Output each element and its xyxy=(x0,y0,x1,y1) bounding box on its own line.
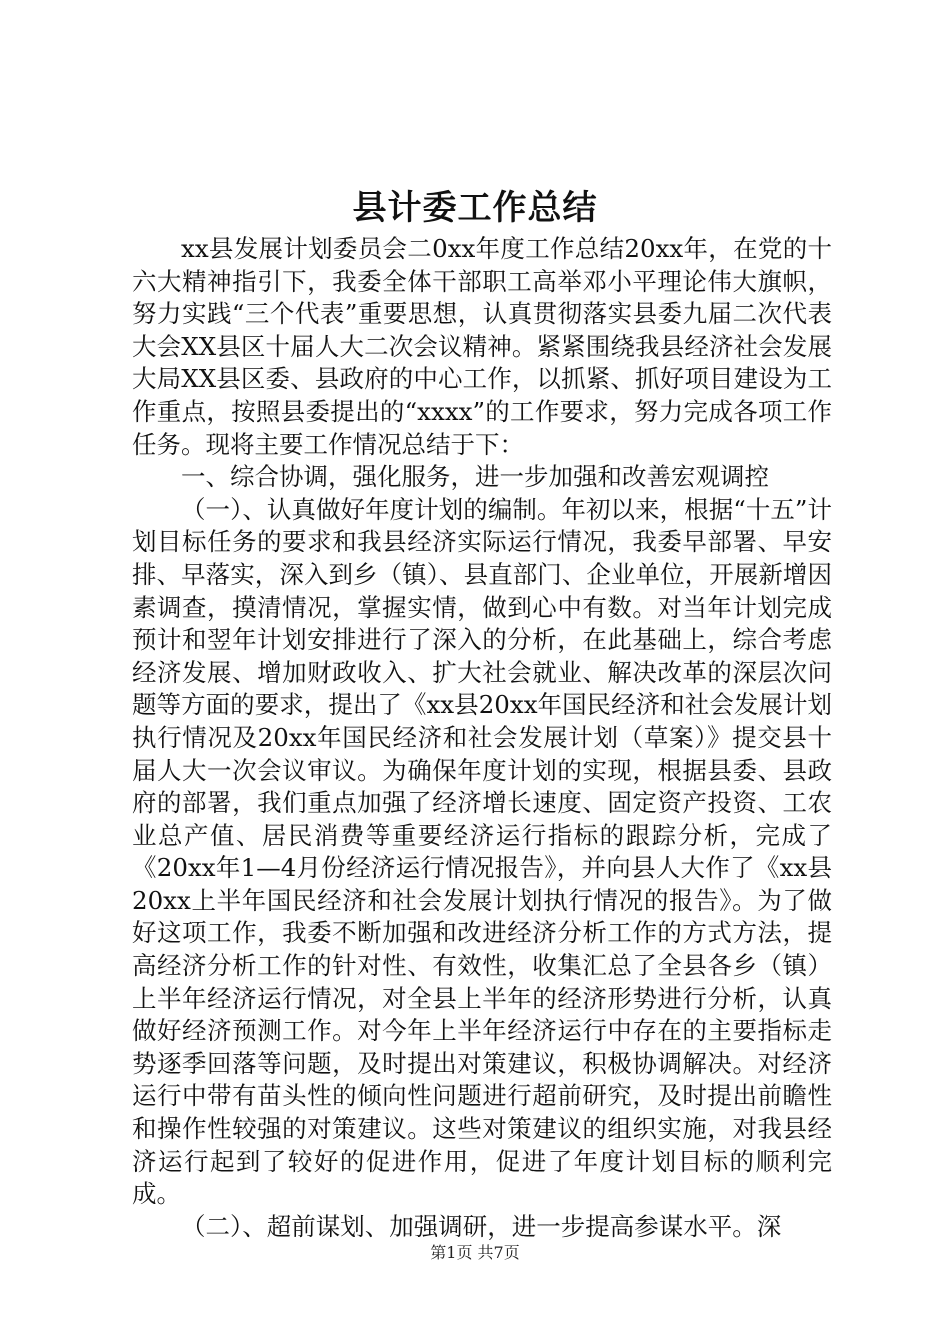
paragraph-subsection-2: （二）、超前谋划、加强调研，进一步提高参谋水平。深 xyxy=(181,1211,782,1241)
page-number-footer: 第1页 共7页 xyxy=(430,1243,520,1262)
document-body xyxy=(132,233,832,1243)
paragraph-intro: xx县发展计划委员会二0xx年度工作总结20xx年，在党的十六大精神指引下，我委全体干部职工高举邓小平理论伟大旗帜，努力实践“三个代表”重要思想，认真贯彻落实县委九届二次代表大会XX县区十届人大二次会议精神。紧紧围绕我县经济社会发展大局XX县区委、县政府的中心工作，以抓紧、抓好项目建设为工作重点，按照县委提出的“xxxx”的工作要求，努力完成各项工作任务。现将主要工作情况总结于下： xyxy=(132,234,832,459)
document-title: 县计委工作总结 xyxy=(352,188,598,228)
section-heading-1: 一、综合协调，强化服务，进一步加强和改善宏观调控 xyxy=(181,462,769,492)
paragraph-subsection-1: （一）、认真做好年度计划的编制。年初以来，根据“十五”计划目标任务的要求和我县经济实际运行情况，我委早部署、早安排、早落实，深入到乡（镇）、县直部门、企业单位，开展新增因素调查，摸清情况，掌握实情，做到心中有数。对当年计划完成预计和翌年计划安排进行了深入的分析，在此基础上，综合考虑经济发展、增加财政收入、扩大社会就业、解决改革的深层次问题等方面的要求，提出了《xx县20xx年国民经济和社会发展计划执行情况及20xx年国民经济和社会发展计划（草案）》提交县十届人大一次会议审议。为确保年度计划的实现，根据县委、县政府的部署，我们重点加强了经济增长速度、固定资产投资、工农业总产值、居民消费等重要经济运行指标的跟踪分析，完成了《20xx年1—4月份经济运行情况报告》，并向县人大作了《xx县20xx上半年国民经济和社会发展计划执行情况的报告》。为了做好这项工作，我委不断加强和改进经济分析工作的方式方法，提高经济分析工作的针对性、有效性，收集汇总了全县各乡（镇）上半年经济运行情况，对全县上半年的经济形势进行分析，认真做好经济预测工作。对今年上半年经济运行中存在的主要指标走势逐季回落等问题，及时提出对策建议，积极协调解决。对经济运行中带有苗头性的倾向性问题进行超前研究，及时提出前瞻性和操作性较强的对策建议。这些对策建议的组织实施，对我县经济运行起到了较好的促进作用，促进了年度计划目标的顺利完成。 xyxy=(132,494,832,1209)
